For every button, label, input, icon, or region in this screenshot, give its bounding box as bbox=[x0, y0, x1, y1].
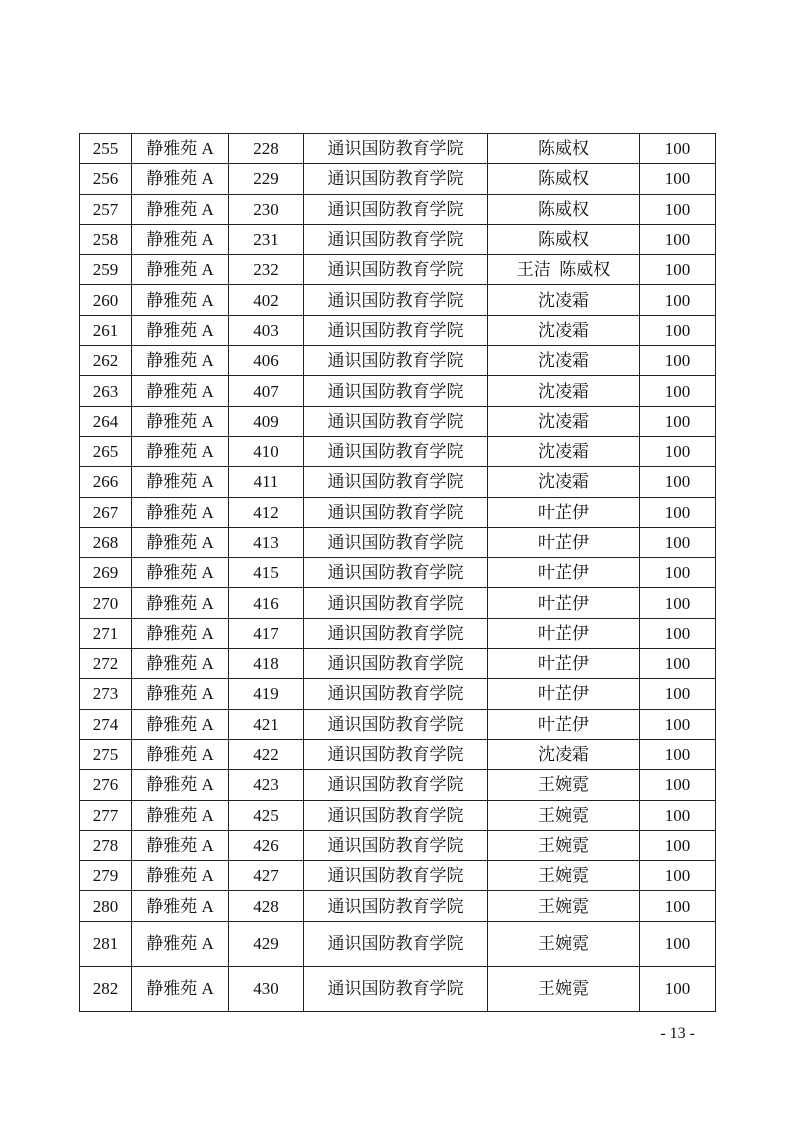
room-cell: 402 bbox=[229, 285, 304, 315]
table-row bbox=[80, 224, 716, 254]
row-number: 279 bbox=[80, 861, 132, 891]
college-cell: 通识国防教育学院 bbox=[304, 527, 488, 557]
row-number: 276 bbox=[80, 770, 132, 800]
teacher-cell: 沈凌霜 bbox=[488, 346, 640, 376]
college-cell: 通识国防教育学院 bbox=[304, 891, 488, 921]
row-number: 282 bbox=[80, 966, 132, 1011]
building-cell: 静雅苑 A bbox=[132, 346, 229, 376]
table-row bbox=[80, 739, 716, 769]
college-cell: 通识国防教育学院 bbox=[304, 739, 488, 769]
row-number: 281 bbox=[80, 921, 132, 966]
teacher-cell: 王婉霓 bbox=[488, 800, 640, 830]
room-cell: 425 bbox=[229, 800, 304, 830]
college-cell: 通识国防教育学院 bbox=[304, 800, 488, 830]
row-number: 261 bbox=[80, 315, 132, 345]
room-cell: 231 bbox=[229, 224, 304, 254]
table-row bbox=[80, 376, 716, 406]
table-row bbox=[80, 467, 716, 497]
building-cell: 静雅苑 A bbox=[132, 709, 229, 739]
row-number: 275 bbox=[80, 739, 132, 769]
building-cell: 静雅苑 A bbox=[132, 618, 229, 648]
college-cell: 通识国防教育学院 bbox=[304, 194, 488, 224]
room-cell: 406 bbox=[229, 346, 304, 376]
score-cell: 100 bbox=[640, 709, 716, 739]
room-cell: 418 bbox=[229, 649, 304, 679]
score-cell: 100 bbox=[640, 194, 716, 224]
building-cell: 静雅苑 A bbox=[132, 800, 229, 830]
room-cell: 430 bbox=[229, 966, 304, 1011]
row-number: 277 bbox=[80, 800, 132, 830]
building-cell: 静雅苑 A bbox=[132, 376, 229, 406]
table-row bbox=[80, 134, 716, 164]
score-cell: 100 bbox=[640, 376, 716, 406]
building-cell: 静雅苑 A bbox=[132, 255, 229, 285]
building-cell: 静雅苑 A bbox=[132, 830, 229, 860]
college-cell: 通识国防教育学院 bbox=[304, 406, 488, 436]
table-row bbox=[80, 406, 716, 436]
row-number: 280 bbox=[80, 891, 132, 921]
college-cell: 通识国防教育学院 bbox=[304, 649, 488, 679]
score-cell: 100 bbox=[640, 830, 716, 860]
building-cell: 静雅苑 A bbox=[132, 861, 229, 891]
building-cell: 静雅苑 A bbox=[132, 649, 229, 679]
score-cell: 100 bbox=[640, 618, 716, 648]
teacher-cell: 王婉霓 bbox=[488, 830, 640, 860]
table-row bbox=[80, 921, 716, 966]
table-row bbox=[80, 497, 716, 527]
score-cell: 100 bbox=[640, 861, 716, 891]
building-cell: 静雅苑 A bbox=[132, 436, 229, 466]
building-cell: 静雅苑 A bbox=[132, 406, 229, 436]
college-cell: 通识国防教育学院 bbox=[304, 558, 488, 588]
college-cell: 通识国防教育学院 bbox=[304, 164, 488, 194]
teacher-cell: 叶芷伊 bbox=[488, 527, 640, 557]
table-row bbox=[80, 588, 716, 618]
college-cell: 通识国防教育学院 bbox=[304, 770, 488, 800]
college-cell: 通识国防教育学院 bbox=[304, 376, 488, 406]
row-number: 278 bbox=[80, 830, 132, 860]
building-cell: 静雅苑 A bbox=[132, 921, 229, 966]
row-number: 266 bbox=[80, 467, 132, 497]
score-cell: 100 bbox=[640, 891, 716, 921]
teacher-cell: 沈凌霜 bbox=[488, 406, 640, 436]
building-cell: 静雅苑 A bbox=[132, 194, 229, 224]
score-cell: 100 bbox=[640, 164, 716, 194]
building-cell: 静雅苑 A bbox=[132, 966, 229, 1011]
college-cell: 通识国防教育学院 bbox=[304, 285, 488, 315]
score-cell: 100 bbox=[640, 770, 716, 800]
score-cell: 100 bbox=[640, 315, 716, 345]
score-cell: 100 bbox=[640, 285, 716, 315]
table-row bbox=[80, 315, 716, 345]
row-number: 255 bbox=[80, 134, 132, 164]
building-cell: 静雅苑 A bbox=[132, 770, 229, 800]
row-number: 272 bbox=[80, 649, 132, 679]
teacher-cell: 叶芷伊 bbox=[488, 497, 640, 527]
row-number: 262 bbox=[80, 346, 132, 376]
college-cell: 通识国防教育学院 bbox=[304, 618, 488, 648]
teacher-cell: 沈凌霜 bbox=[488, 467, 640, 497]
table-body bbox=[80, 134, 716, 1012]
room-cell: 409 bbox=[229, 406, 304, 436]
row-number: 270 bbox=[80, 588, 132, 618]
teacher-cell: 沈凌霜 bbox=[488, 739, 640, 769]
college-cell: 通识国防教育学院 bbox=[304, 436, 488, 466]
teacher-cell: 沈凌霜 bbox=[488, 315, 640, 345]
teacher-cell: 陈威权 bbox=[488, 164, 640, 194]
score-cell: 100 bbox=[640, 527, 716, 557]
room-cell: 419 bbox=[229, 679, 304, 709]
building-cell: 静雅苑 A bbox=[132, 891, 229, 921]
dormitory-table bbox=[79, 133, 716, 1012]
row-number: 269 bbox=[80, 558, 132, 588]
table-row bbox=[80, 770, 716, 800]
table-row bbox=[80, 649, 716, 679]
table-row bbox=[80, 558, 716, 588]
college-cell: 通识国防教育学院 bbox=[304, 679, 488, 709]
teacher-cell: 王洁 陈威权 bbox=[488, 255, 640, 285]
teacher-cell: 陈威权 bbox=[488, 224, 640, 254]
teacher-cell: 沈凌霜 bbox=[488, 376, 640, 406]
teacher-cell: 叶芷伊 bbox=[488, 679, 640, 709]
room-cell: 415 bbox=[229, 558, 304, 588]
score-cell: 100 bbox=[640, 649, 716, 679]
row-number: 257 bbox=[80, 194, 132, 224]
table-row bbox=[80, 527, 716, 557]
college-cell: 通识国防教育学院 bbox=[304, 255, 488, 285]
college-cell: 通识国防教育学院 bbox=[304, 467, 488, 497]
room-cell: 403 bbox=[229, 315, 304, 345]
row-number: 260 bbox=[80, 285, 132, 315]
teacher-cell: 叶芷伊 bbox=[488, 709, 640, 739]
building-cell: 静雅苑 A bbox=[132, 134, 229, 164]
college-cell: 通识国防教育学院 bbox=[304, 224, 488, 254]
score-cell: 100 bbox=[640, 921, 716, 966]
row-number: 268 bbox=[80, 527, 132, 557]
score-cell: 100 bbox=[640, 800, 716, 830]
teacher-cell: 叶芷伊 bbox=[488, 618, 640, 648]
score-cell: 100 bbox=[640, 467, 716, 497]
table-row bbox=[80, 709, 716, 739]
score-cell: 100 bbox=[640, 346, 716, 376]
room-cell: 428 bbox=[229, 891, 304, 921]
building-cell: 静雅苑 A bbox=[132, 497, 229, 527]
row-number: 267 bbox=[80, 497, 132, 527]
score-cell: 100 bbox=[640, 679, 716, 709]
building-cell: 静雅苑 A bbox=[132, 285, 229, 315]
room-cell: 410 bbox=[229, 436, 304, 466]
score-cell: 100 bbox=[640, 436, 716, 466]
table-row bbox=[80, 164, 716, 194]
room-cell: 422 bbox=[229, 739, 304, 769]
teacher-cell: 叶芷伊 bbox=[488, 558, 640, 588]
table-row bbox=[80, 436, 716, 466]
college-cell: 通识国防教育学院 bbox=[304, 709, 488, 739]
room-cell: 407 bbox=[229, 376, 304, 406]
room-cell: 429 bbox=[229, 921, 304, 966]
room-cell: 413 bbox=[229, 527, 304, 557]
score-cell: 100 bbox=[640, 558, 716, 588]
row-number: 274 bbox=[80, 709, 132, 739]
teacher-cell: 沈凌霜 bbox=[488, 285, 640, 315]
room-cell: 421 bbox=[229, 709, 304, 739]
score-cell: 100 bbox=[640, 406, 716, 436]
row-number: 259 bbox=[80, 255, 132, 285]
teacher-cell: 王婉霓 bbox=[488, 921, 640, 966]
table-row bbox=[80, 800, 716, 830]
page-number: - 13 - bbox=[660, 1025, 695, 1042]
row-number: 256 bbox=[80, 164, 132, 194]
college-cell: 通识国防教育学院 bbox=[304, 346, 488, 376]
row-number: 273 bbox=[80, 679, 132, 709]
teacher-cell: 王婉霓 bbox=[488, 966, 640, 1011]
college-cell: 通识国防教育学院 bbox=[304, 315, 488, 345]
college-cell: 通识国防教育学院 bbox=[304, 588, 488, 618]
room-cell: 228 bbox=[229, 134, 304, 164]
score-cell: 100 bbox=[640, 588, 716, 618]
room-cell: 416 bbox=[229, 588, 304, 618]
table-row bbox=[80, 966, 716, 1011]
room-cell: 417 bbox=[229, 618, 304, 648]
row-number: 263 bbox=[80, 376, 132, 406]
score-cell: 100 bbox=[640, 497, 716, 527]
teacher-cell: 陈威权 bbox=[488, 134, 640, 164]
room-cell: 229 bbox=[229, 164, 304, 194]
room-cell: 411 bbox=[229, 467, 304, 497]
teacher-cell: 王婉霓 bbox=[488, 770, 640, 800]
row-number: 258 bbox=[80, 224, 132, 254]
college-cell: 通识国防教育学院 bbox=[304, 966, 488, 1011]
building-cell: 静雅苑 A bbox=[132, 679, 229, 709]
table-row bbox=[80, 255, 716, 285]
building-cell: 静雅苑 A bbox=[132, 164, 229, 194]
row-number: 265 bbox=[80, 436, 132, 466]
college-cell: 通识国防教育学院 bbox=[304, 497, 488, 527]
teacher-cell: 沈凌霜 bbox=[488, 436, 640, 466]
building-cell: 静雅苑 A bbox=[132, 558, 229, 588]
score-cell: 100 bbox=[640, 134, 716, 164]
building-cell: 静雅苑 A bbox=[132, 224, 229, 254]
room-cell: 230 bbox=[229, 194, 304, 224]
room-cell: 426 bbox=[229, 830, 304, 860]
building-cell: 静雅苑 A bbox=[132, 739, 229, 769]
room-cell: 427 bbox=[229, 861, 304, 891]
table-row bbox=[80, 285, 716, 315]
building-cell: 静雅苑 A bbox=[132, 527, 229, 557]
table-row bbox=[80, 861, 716, 891]
teacher-cell: 王婉霓 bbox=[488, 861, 640, 891]
room-cell: 412 bbox=[229, 497, 304, 527]
table-row bbox=[80, 618, 716, 648]
score-cell: 100 bbox=[640, 966, 716, 1011]
table-row bbox=[80, 679, 716, 709]
score-cell: 100 bbox=[640, 255, 716, 285]
building-cell: 静雅苑 A bbox=[132, 588, 229, 618]
table-row bbox=[80, 891, 716, 921]
table-row bbox=[80, 830, 716, 860]
row-number: 264 bbox=[80, 406, 132, 436]
college-cell: 通识国防教育学院 bbox=[304, 861, 488, 891]
table-row bbox=[80, 346, 716, 376]
room-cell: 423 bbox=[229, 770, 304, 800]
teacher-cell: 王婉霓 bbox=[488, 891, 640, 921]
teacher-cell: 叶芷伊 bbox=[488, 588, 640, 618]
college-cell: 通识国防教育学院 bbox=[304, 830, 488, 860]
score-cell: 100 bbox=[640, 224, 716, 254]
row-number: 271 bbox=[80, 618, 132, 648]
table-row bbox=[80, 194, 716, 224]
teacher-cell: 陈威权 bbox=[488, 194, 640, 224]
college-cell: 通识国防教育学院 bbox=[304, 134, 488, 164]
score-cell: 100 bbox=[640, 739, 716, 769]
college-cell: 通识国防教育学院 bbox=[304, 921, 488, 966]
teacher-cell: 叶芷伊 bbox=[488, 649, 640, 679]
building-cell: 静雅苑 A bbox=[132, 467, 229, 497]
building-cell: 静雅苑 A bbox=[132, 315, 229, 345]
room-cell: 232 bbox=[229, 255, 304, 285]
